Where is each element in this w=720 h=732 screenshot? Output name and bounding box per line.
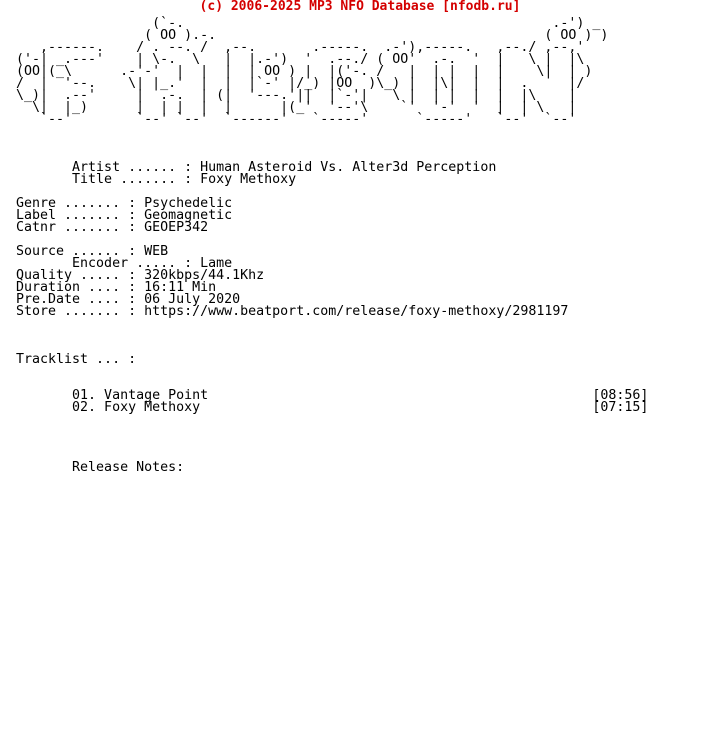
nfo-text-content: (`-. .-') _ ( OO ).-. ( OO ) ) ,------. / . --. / ,--. .-----. .-'),-----. ,--./ ,--,' ('-| _.---' | \-. \ | |.-') ' .--./ ( OO' .-. ' | \ | |\ (OO|(_\ .-'-' | | | | OO ) | |('-. / | | | | | \| | ) / | '--. \| |_.' | | |`-' |/_) |OO )\_) | |\| | | . |/ \_)| .--' | .-. | (| '---.'|| |`-'| \ | | | | | |\ | \| |_) | | | | | |(_' '--'\ `' '-' ' | | \ | `--' `--' `--' `------' `-----' `-----' `--' `--' Artist ...... : Human Asteroid Vs. Alter3d Perception Title ....... : Foxy Methoxy Genre ....... : Psychedelic Label ....... : Geomagnetic Catnr ....... : GEOEP342 Source ...... : WEB Encoder ..... : Lame Quality ..... : 320kbps/44.1Khz Duration .... : 16:11 Min Pre.Date .... : 06 July 2020 Store ....... : https://www.beatport.com/release/foxy-methoxy/2981197 Tracklist ... : 01. Vantage Point [08:56] 02. Foxy Methoxy [07:15] Release Notes: [16,16,649,475]
site-copyright-header: (c) 2006-2025 MP3 NFO Database [nfodb.ru] [199,0,521,14]
